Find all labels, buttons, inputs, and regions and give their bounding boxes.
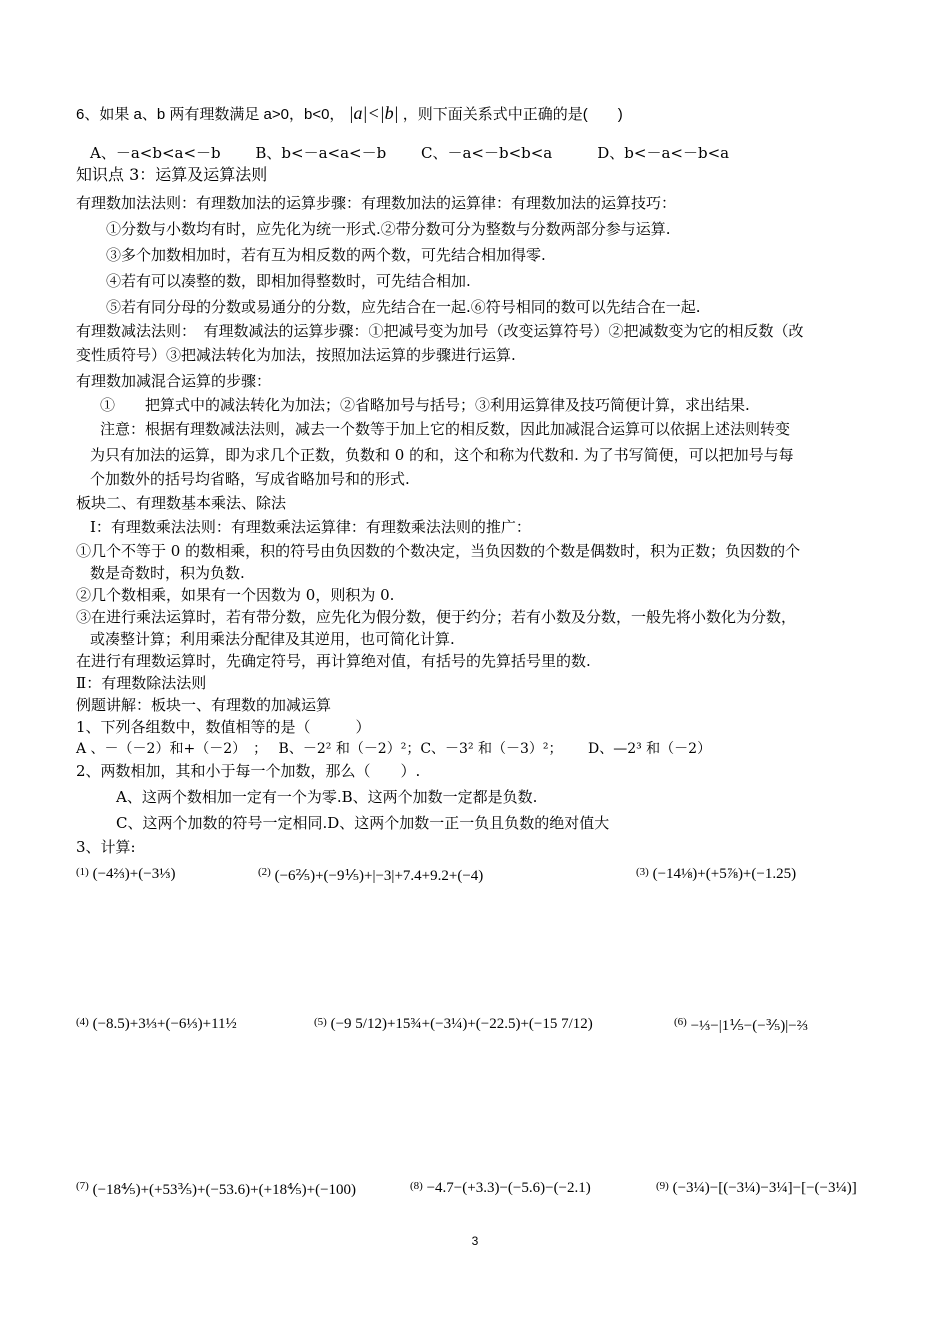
calc-expression: (−3¼)−[(−3¼)−3¼]−[−(−3¼)] bbox=[672, 1180, 857, 1196]
div-rule: Ⅱ：有理数除法法则 bbox=[76, 674, 207, 692]
calc-1 bbox=[76, 866, 175, 883]
note-line2: 为只有加法的运算，即为求几个正数，负数和 0 的和，这个和称为代数和. 为了书写简便，可以把加号与每 bbox=[90, 446, 794, 464]
q6-prefix: 6、如果 a、b 两有理数满足 a>0，b<0， bbox=[76, 106, 345, 123]
note-line1: 注意：根据有理数减法法则，减去一个数等于加上它的相反数，因此加减混合运算可以依据上述法则转变 bbox=[100, 420, 791, 438]
calc-6 bbox=[674, 1016, 808, 1035]
mul-1-line2: 数是奇数时，积为负数. bbox=[90, 564, 245, 582]
mul-1-line1: ①几个不等于 0 的数相乘，积的符号由负因数的个数决定，当负因数的个数是偶数时，积为正数；负因数的个 bbox=[76, 542, 801, 560]
mul-rule: Ⅰ：有理数乘法法则：有理数乘法运算律：有理数乘法法则的推广： bbox=[90, 518, 531, 536]
mixed-title: 有理数加减混合运算的步骤： bbox=[76, 372, 272, 390]
calc-5 bbox=[314, 1016, 593, 1033]
calc-expression: (−6⅖)+(−9⅕)+|−3|+7.4+9.2+(−4) bbox=[274, 868, 484, 884]
calc-number: (4) bbox=[76, 1016, 89, 1028]
examples-title: 例题讲解：板块一、有理数的加减运算 bbox=[76, 696, 332, 714]
example-q1-options: A 、－（－2）和+（－2） ； B、－2² 和（－2）²；C、－3² 和（－3）²； D、—2³ 和（－2） bbox=[76, 741, 712, 757]
example-q1: 1、下列各组数中，数值相等的是（ ） bbox=[76, 718, 371, 736]
q6-abs-inequality: |a|<|b| bbox=[348, 103, 399, 123]
mul-2: ②几个数相乘，如果有一个因数为 0，则积为 0. bbox=[76, 586, 395, 604]
calc-number: (1) bbox=[76, 866, 89, 878]
example-q2-ab: A、这两个数相加一定有一个为零.B、这两个加数一定都是负数. bbox=[116, 788, 538, 806]
calc-number: (2) bbox=[258, 866, 271, 878]
block2-title: 板块二、有理数基本乘法、除法 bbox=[76, 494, 287, 512]
calc-7 bbox=[76, 1180, 356, 1199]
calc-8 bbox=[410, 1180, 591, 1197]
calc-9 bbox=[656, 1180, 857, 1197]
calc-expression: (−4⅔)+(−3⅓) bbox=[92, 866, 176, 882]
example-q2: 2、两数相加，其和小于每一个加数，那么（ ）. bbox=[76, 762, 421, 780]
mixed-steps: ① 把算式中的减法转化为加法；②省略加号与括号；③利用运算律及技巧简便计算，求出结果. bbox=[100, 396, 750, 414]
tip-1-2: ①分数与小数均有时，应先化为统一形式.②带分数可分为整数与分数两部分参与运算. bbox=[106, 220, 671, 238]
calc-expression: (−9 5/12)+15¾+(−3¼)+(−22.5)+(−15 7/12) bbox=[330, 1016, 593, 1032]
calc-expression: −⅓−|1⅕−(−⅗)|−⅔ bbox=[690, 1018, 808, 1034]
example-q3: 3、计算: bbox=[76, 838, 136, 856]
mul-3-line2: 或凑整计算；利用乘法分配律及其逆用，也可简化计算. bbox=[90, 630, 455, 648]
calc-number: (9) bbox=[656, 1180, 669, 1192]
question-6 bbox=[76, 102, 623, 126]
tip-5-6: ⑤若有同分母的分数或易通分的分数，应先结合在一起.⑥符号相同的数可以先结合在一起. bbox=[106, 298, 701, 316]
example-q2-cd: C、这两个加数的符号一定相同.D、这两个加数一正一负且负数的绝对值大 bbox=[116, 814, 610, 832]
calc-3 bbox=[636, 866, 796, 883]
page-number: 3 bbox=[471, 1234, 479, 1248]
calc-number: (3) bbox=[636, 866, 649, 878]
calc-expression: (−18⅘)+(+53⅗)+(−53.6)+(+18⅘)+(−100) bbox=[92, 1182, 357, 1198]
calc-expression: −4.7−(+3.3)−(−5.6)−(−2.1) bbox=[426, 1180, 591, 1196]
calc-number: (7) bbox=[76, 1180, 89, 1192]
calc-number: (6) bbox=[674, 1016, 687, 1028]
mul-3-line1: ③在进行乘法运算时，若有带分数，应先化为假分数，便于约分；若有小数及分数，一般先将小数化为分数， bbox=[76, 608, 797, 626]
sub-rule-line1: 有理数减法法则： 有理数减法的运算步骤：①把减号变为加号（改变运算符号）②把减数变为它的相反数（改 bbox=[76, 322, 804, 340]
sub-rule-line2: 变性质符号）③把减法转化为加法，按照加法运算的步骤进行运算. bbox=[76, 346, 516, 364]
q6-suffix: ，则下面关系式中正确的是( ) bbox=[402, 106, 623, 123]
calc-2 bbox=[258, 866, 483, 885]
add-rule: 有理数加法法则：有理数加法的运算步骤：有理数加法的运算律：有理数加法的运算技巧： bbox=[76, 194, 677, 212]
q6-options: A、－a<b<a<－b B、b<－a<a<－b C、－a<－b<b<a D、b<－a<－b<a bbox=[90, 144, 730, 162]
calc-4 bbox=[76, 1016, 237, 1033]
tip-3: ③多个加数相加时，若有互为相反数的两个数，可先结合相加得零. bbox=[106, 246, 546, 264]
calc-number: (8) bbox=[410, 1180, 423, 1192]
calc-number: (5) bbox=[314, 1016, 327, 1028]
calc-expression: (−8.5)+3⅓+(−6⅓)+11½ bbox=[92, 1016, 237, 1032]
order-rule: 在进行有理数运算时，先确定符号，再计算绝对值，有括号的先算括号里的数. bbox=[76, 652, 591, 670]
calc-expression: (−14⅛)+(+5⅞)+(−1.25) bbox=[652, 866, 797, 882]
tip-4: ④若有可以凑整的数，即相加得整数时，可先结合相加. bbox=[106, 272, 471, 290]
section3-title: 知识点 3：运算及运算法则 bbox=[76, 165, 268, 184]
note-line3: 个加数外的括号均省略，写成省略加号和的形式. bbox=[90, 470, 410, 488]
